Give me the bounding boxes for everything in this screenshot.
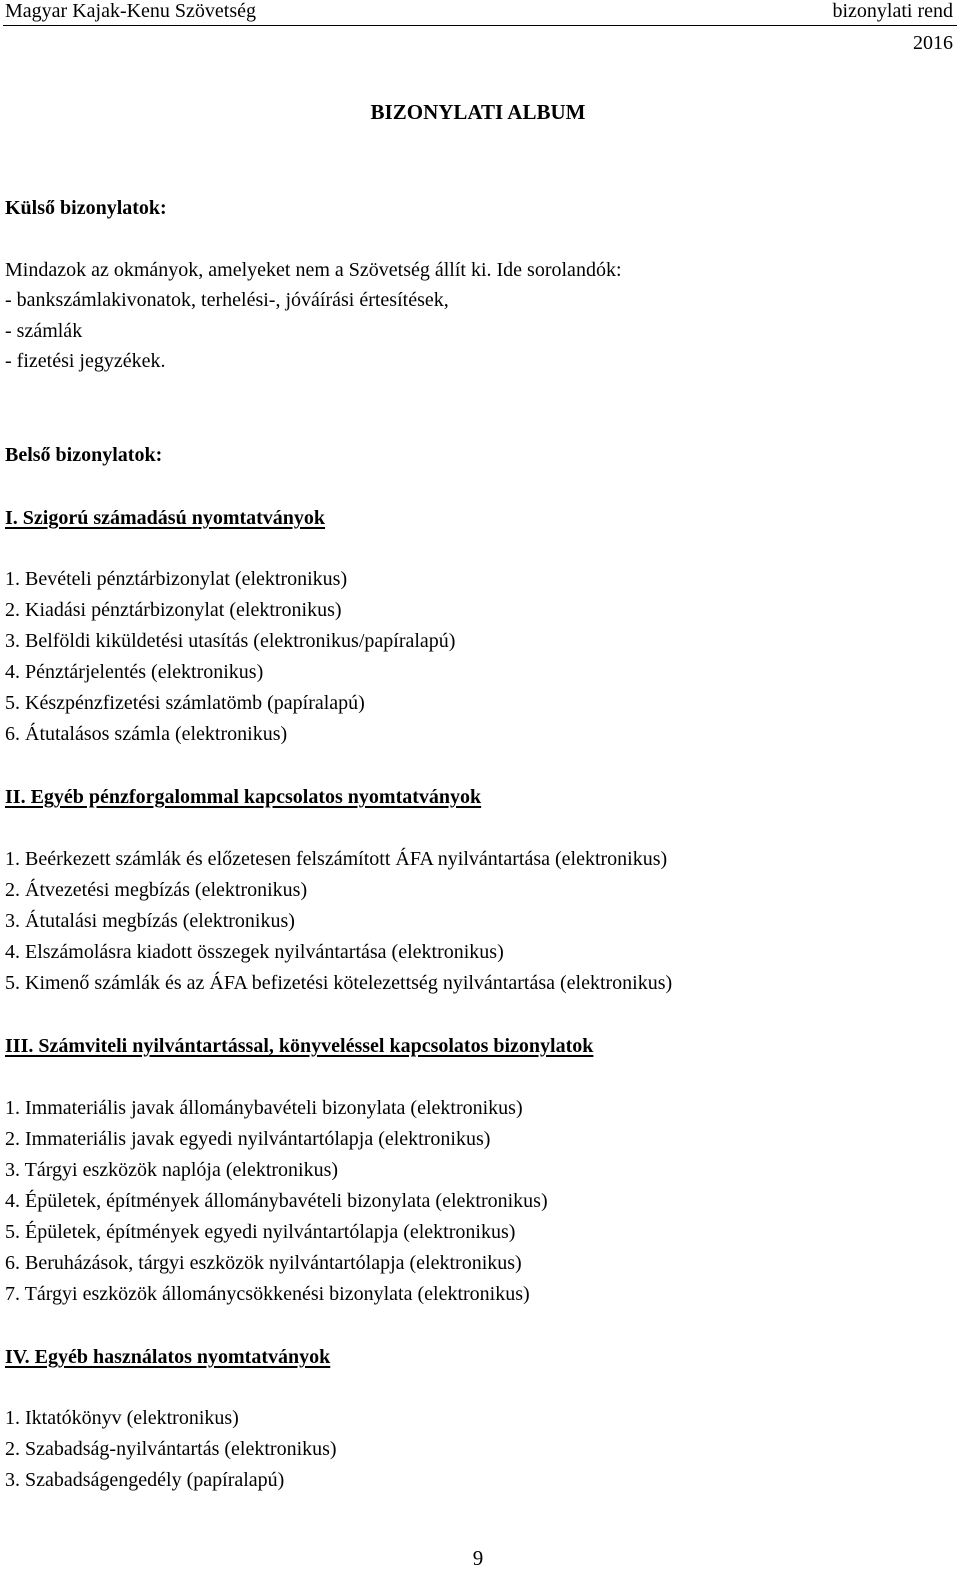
internal-heading: Belső bizonylatok:	[5, 444, 163, 466]
section-title-ii: II. Egyéb pénzforgalommal kapcsolatos nyomtatványok	[5, 786, 482, 808]
external-heading: Külső bizonylatok:	[5, 197, 167, 219]
header-document-name: bizonylati rend	[832, 0, 953, 22]
external-item: - számlák	[5, 320, 83, 342]
section-title-iv: IV. Egyéb használatos nyomtatványok	[5, 1346, 331, 1368]
list-item: 3. Belföldi kiküldetési utasítás (elektronikus/papíralapú)	[5, 630, 456, 652]
page-number: 9	[472, 1546, 484, 1570]
external-intro: Mindazok az okmányok, amelyeket nem a Szövetség állít ki. Ide sorolandók:	[5, 259, 622, 281]
list-item: 6. Átutalásos számla (elektronikus)	[5, 723, 288, 745]
list-item: 6. Beruházások, tárgyi eszközök nyilvántartólapja (elektronikus)	[5, 1252, 522, 1274]
list-item: 3. Tárgyi eszközök naplója (elektronikus)	[5, 1159, 339, 1181]
section-title-i: I. Szigorú számadású nyomtatványok	[5, 507, 326, 529]
list-item: 7. Tárgyi eszközök állománycsökkenési bizonylata (elektronikus)	[5, 1283, 530, 1305]
list-item: 2. Átvezetési megbízás (elektronikus)	[5, 879, 308, 901]
list-item: 2. Szabadság-nyilvántartás (elektronikus)	[5, 1438, 337, 1460]
section-title-iii: III. Számviteli nyilvántartással, könyveléssel kapcsolatos bizonylatok	[5, 1035, 594, 1057]
list-item: 1. Beérkezett számlák és előzetesen felszámított ÁFA nyilvántartása (elektronikus)	[5, 848, 668, 870]
list-item: 4. Pénztárjelentés (elektronikus)	[5, 661, 264, 683]
list-item: 5. Készpénzfizetési számlatömb (papíralapú)	[5, 692, 365, 714]
list-item: 4. Épületek, építmények állománybavételi bizonylata (elektronikus)	[5, 1190, 548, 1212]
list-item: 5. Épületek, építmények egyedi nyilvántartólapja (elektronikus)	[5, 1221, 516, 1243]
list-item: 1. Iktatókönyv (elektronikus)	[5, 1407, 239, 1429]
list-item: 1. Bevételi pénztárbizonylat (elektronikus)	[5, 568, 348, 590]
list-item: 3. Átutalási megbízás (elektronikus)	[5, 910, 295, 932]
list-item: 2. Kiadási pénztárbizonylat (elektronikus)	[5, 599, 342, 621]
page-title: BIZONYLATI ALBUM	[370, 100, 586, 124]
header-divider	[3, 25, 957, 26]
external-item: - bankszámlakivonatok, terhelési-, jóváírási értesítések,	[5, 289, 449, 311]
list-item: 3. Szabadságengedély (papíralapú)	[5, 1469, 285, 1491]
header-year: 2016	[913, 32, 953, 54]
header-organization: Magyar Kajak-Kenu Szövetség	[5, 0, 257, 22]
list-item: 2. Immateriális javak egyedi nyilvántartólapja (elektronikus)	[5, 1128, 491, 1150]
list-item: 4. Elszámolásra kiadott összegek nyilvántartása (elektronikus)	[5, 941, 504, 963]
list-item: 5. Kimenő számlák és az ÁFA befizetési kötelezettség nyilvántartása (elektronikus)	[5, 972, 673, 994]
list-item: 1. Immateriális javak állománybavételi bizonylata (elektronikus)	[5, 1097, 523, 1119]
external-item: - fizetési jegyzékek.	[5, 350, 166, 372]
